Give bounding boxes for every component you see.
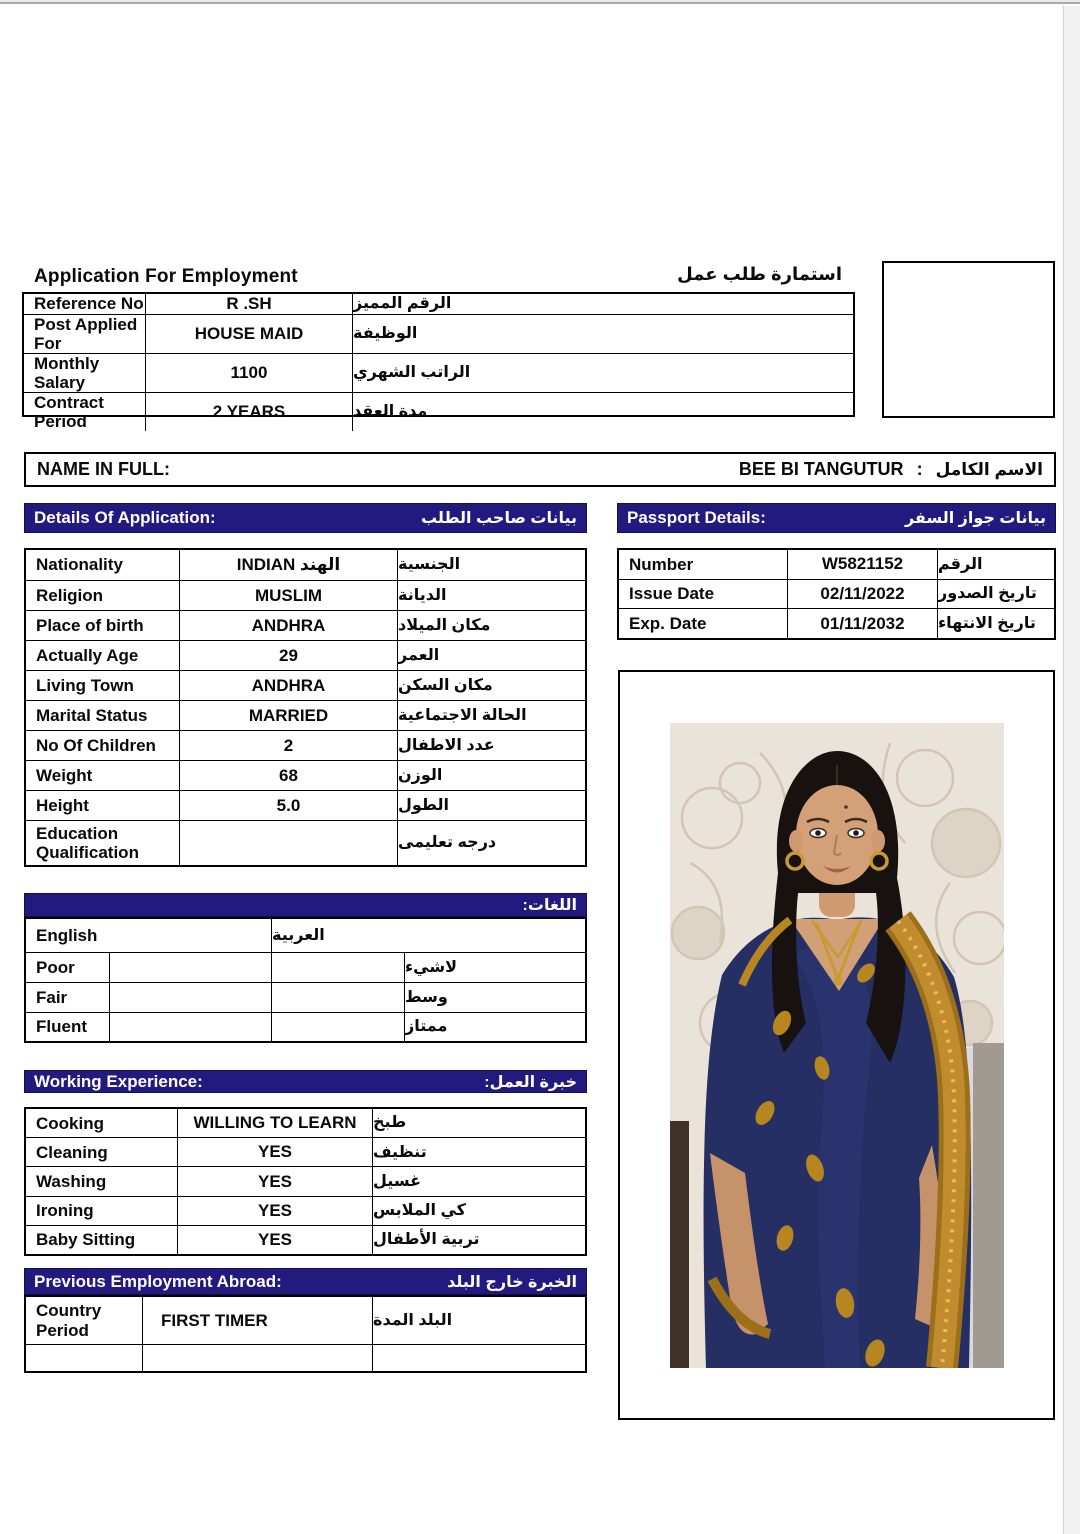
row-label: Country Period	[36, 1301, 102, 1340]
row-label: Nationality	[36, 555, 123, 575]
row-value: W5821152	[787, 550, 937, 579]
photo-frame	[618, 670, 1055, 1420]
passport-section-header	[617, 503, 1056, 533]
row-value: 68	[179, 761, 397, 790]
previous-employment-section-header	[24, 1268, 587, 1295]
table-row	[26, 1166, 585, 1195]
table-row	[24, 294, 853, 314]
section-title-ar: بيانات صاحب الطلب	[420, 510, 577, 527]
row-label-ar: درجه تعليمى	[397, 821, 585, 865]
passport-details-table	[617, 548, 1056, 640]
row-label: Weight	[36, 765, 93, 785]
row-value: 02/11/2022	[787, 580, 937, 609]
name-value: BEE BI TANGUTUR	[738, 459, 904, 479]
table-row	[26, 550, 585, 580]
row-label-ar	[372, 1345, 585, 1371]
row-label: No Of Children	[36, 735, 156, 755]
row-label: Height	[36, 795, 89, 815]
row-label: Poor	[36, 957, 75, 977]
row-value: WILLING TO LEARN	[177, 1109, 372, 1137]
empty-cell	[271, 953, 404, 982]
section-title-ar: بيانات جواز السفر	[904, 510, 1046, 527]
table-row	[26, 760, 585, 790]
table-row	[26, 1137, 585, 1166]
details-section-header	[24, 503, 587, 533]
empty-stamp-box	[882, 261, 1055, 418]
row-value: 5.0	[179, 791, 397, 820]
row-value: MUSLIM	[179, 581, 397, 610]
empty-cell	[109, 1013, 271, 1041]
table-row	[26, 610, 585, 640]
empty-cell	[271, 983, 404, 1012]
row-value: HOUSE MAID	[145, 315, 352, 353]
work-experience-table	[24, 1107, 587, 1256]
form-title-en: Application For Employment	[34, 266, 298, 287]
row-value	[179, 821, 397, 865]
row-label-ar: الطول	[397, 791, 585, 820]
row-label: Education Qualification	[36, 823, 139, 862]
row-value: ANDHRA	[179, 671, 397, 700]
row-value: YES	[177, 1167, 372, 1195]
table-row	[26, 1109, 585, 1137]
table-row	[619, 550, 1054, 579]
name-label-ar: الاسم الكامل	[935, 459, 1043, 479]
row-label: Washing	[36, 1171, 107, 1191]
pupil-left	[815, 830, 821, 836]
section-title-en: Details Of Application:	[34, 508, 216, 527]
form-title-ar: استمارة طلب عمل	[677, 264, 842, 284]
row-label-ar: الراتب الشهري	[352, 354, 853, 392]
row-label-ar: غسيل	[372, 1167, 585, 1195]
table-row	[26, 820, 585, 865]
row-value: 01/11/2032	[787, 609, 937, 638]
table-row	[26, 919, 585, 952]
row-label-ar: البلد المدة	[372, 1297, 585, 1344]
row-value: INDIAN الهند	[179, 550, 397, 580]
row-label-ar: تربية الأطفال	[372, 1226, 585, 1254]
row-label-ar: العمر	[397, 641, 585, 670]
row-label: Living Town	[36, 675, 134, 695]
row-label: Marital Status	[36, 705, 148, 725]
row-label-ar: الحالة الاجتماعية	[397, 701, 585, 730]
row-label-ar: عدد الاطفال	[397, 731, 585, 760]
table-row	[26, 982, 585, 1012]
table-row	[26, 670, 585, 700]
row-label-ar: وسط	[404, 983, 585, 1012]
row-label: Monthly Salary	[34, 354, 100, 393]
details-of-application-table	[24, 548, 587, 867]
row-label-ar: الوظيفة	[352, 315, 853, 353]
row-label: English	[36, 925, 98, 945]
row-label-ar: الرقم المميز	[352, 294, 853, 314]
name-label: NAME IN FULL:	[37, 459, 170, 479]
table-row	[24, 314, 853, 353]
row-label-ar: الجنسية	[397, 550, 585, 580]
row-value: 29	[179, 641, 397, 670]
table-row	[619, 608, 1054, 638]
section-title-ar: خبرة العمل:	[484, 1073, 577, 1091]
table-row	[26, 580, 585, 610]
row-label-ar: مكان الميلاد	[397, 611, 585, 640]
row-label-ar: تاريخ الصدور	[937, 580, 1054, 609]
table-row	[26, 730, 585, 760]
row-label: Reference No	[34, 294, 144, 314]
row-label-ar: مكان السكن	[397, 671, 585, 700]
row-value: ANDHRA	[179, 611, 397, 640]
section-title-en: Working Experience:	[34, 1071, 203, 1091]
section-title-ar: اللغات:	[522, 897, 577, 914]
row-value: YES	[177, 1226, 372, 1254]
table-row	[26, 1344, 585, 1371]
previous-employment-table	[24, 1295, 587, 1373]
section-title-en: Passport Details:	[627, 508, 766, 527]
row-value	[142, 1345, 372, 1371]
table-row	[26, 1196, 585, 1225]
row-label-ar: تنظيف	[372, 1138, 585, 1166]
row-value: 2 YEARS	[145, 393, 352, 431]
row-value: 1100	[145, 354, 352, 392]
row-label: Baby Sitting	[36, 1230, 136, 1250]
row-label-ar: كي الملابس	[372, 1197, 585, 1225]
viewer-right-gutter[interactable]	[1063, 6, 1080, 1534]
pupil-right	[853, 830, 859, 836]
drape-right	[973, 1043, 1004, 1368]
ear-left	[789, 830, 803, 852]
row-label-ar: ممتاز	[404, 1013, 585, 1041]
row-value: MARRIED	[179, 701, 397, 730]
table-row	[26, 1297, 585, 1344]
row-value: FIRST TIMER	[142, 1297, 372, 1344]
row-label: Contract Period	[34, 393, 104, 432]
pendant	[834, 977, 843, 986]
row-label-ar: تاريخ الانتهاء	[937, 609, 1054, 638]
row-label-ar: الرقم	[937, 550, 1054, 579]
row-value: 2	[179, 731, 397, 760]
row-label: Ironing	[36, 1201, 94, 1221]
row-label-ar: العربية	[271, 919, 585, 952]
table-row	[26, 1225, 585, 1254]
empty-cell	[271, 1013, 404, 1041]
row-label-ar: مدة العقد	[352, 393, 853, 431]
row-label: Fair	[36, 987, 68, 1007]
row-label-ar: الوزن	[397, 761, 585, 790]
row-label: Religion	[36, 585, 104, 605]
row-label: Issue Date	[629, 584, 715, 604]
door-edge-left	[670, 1121, 689, 1368]
row-value: YES	[177, 1197, 372, 1225]
table-row	[26, 952, 585, 982]
table-row	[26, 700, 585, 730]
viewer-top-edge	[0, 0, 1080, 4]
row-label: Fluent	[36, 1017, 87, 1037]
languages-section-header	[24, 893, 587, 917]
applicant-photo	[670, 723, 1004, 1368]
row-label: Cleaning	[36, 1142, 108, 1162]
row-label: Post Applied For	[34, 315, 138, 354]
table-row	[24, 353, 853, 392]
table-row	[619, 579, 1054, 609]
name-in-full-row	[24, 452, 1056, 487]
row-label: Number	[629, 554, 694, 574]
row-value: YES	[177, 1138, 372, 1166]
empty-cell	[109, 983, 271, 1012]
table-row	[26, 640, 585, 670]
row-label-ar: طبخ	[372, 1109, 585, 1137]
name-colon: :	[916, 459, 923, 479]
row-label: Exp. Date	[629, 614, 707, 634]
section-title-en: Previous Employment Abroad:	[34, 1271, 282, 1291]
forehead-mole	[844, 805, 848, 809]
table-row	[26, 1012, 585, 1041]
row-label-ar: لاشيء	[404, 953, 585, 982]
ear-right	[871, 830, 885, 852]
row-label	[26, 1345, 142, 1371]
row-value: R .SH	[145, 294, 352, 314]
table-row	[24, 392, 853, 431]
row-label: Actually Age	[36, 645, 139, 665]
work-experience-section-header	[24, 1070, 587, 1093]
row-label: Cooking	[36, 1113, 104, 1133]
empty-cell	[109, 953, 271, 982]
table-row	[26, 790, 585, 820]
section-title-ar: الخبرة خارج البلد	[447, 1273, 577, 1291]
row-label-ar: الديانة	[397, 581, 585, 610]
application-summary-table	[22, 292, 855, 432]
row-label: Place of birth	[36, 615, 144, 635]
languages-table	[24, 917, 587, 1043]
